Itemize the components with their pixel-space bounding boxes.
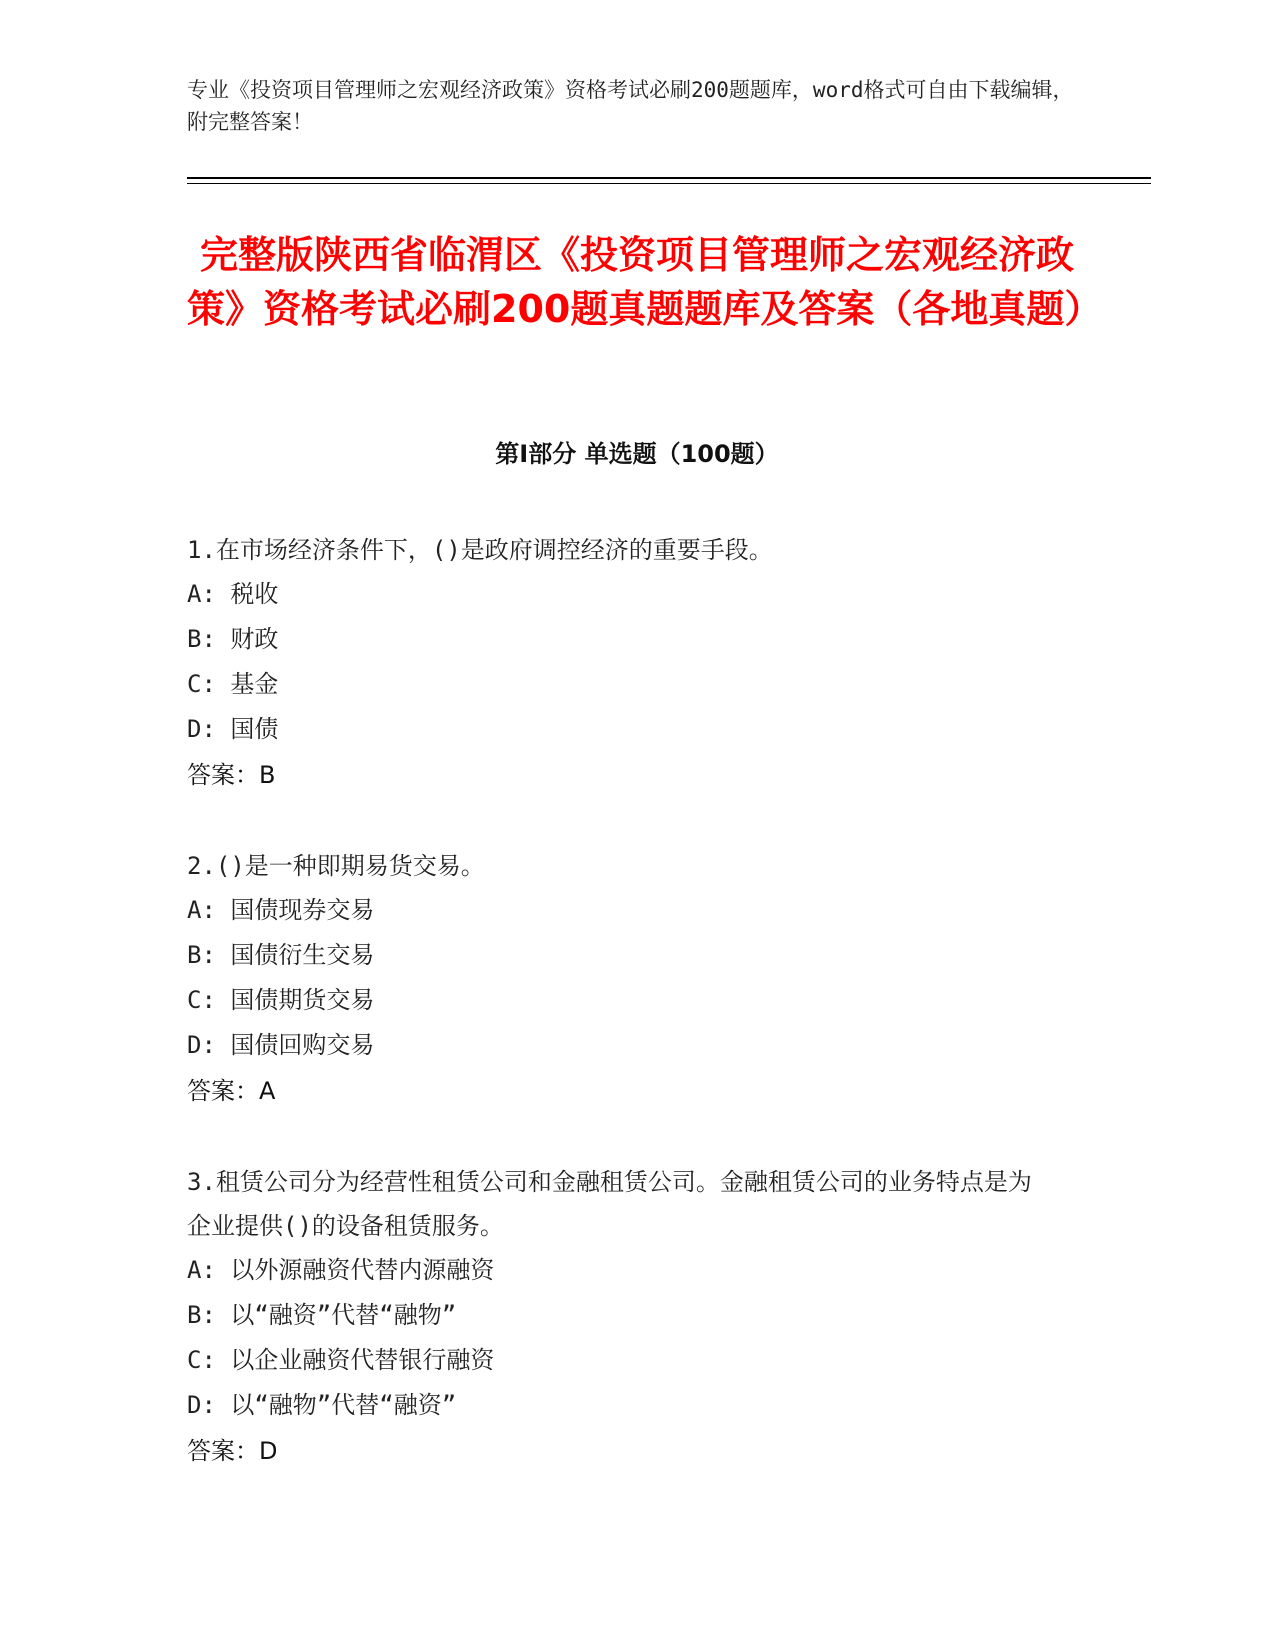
answer: 答案：D xyxy=(187,1437,278,1465)
question-list xyxy=(187,528,1077,1520)
option-c: C: 基金 xyxy=(187,670,279,698)
question-stem: 1.在市场经济条件下，()是政府调控经济的重要手段。 xyxy=(187,536,773,564)
option-b: B: 以“融资”代替“融物” xyxy=(187,1301,457,1329)
header-note: 专业《投资项目管理师之宏观经济政策》资格考试必刷200题题库，word格式可自由下载编辑，附完整答案！ xyxy=(187,78,1074,134)
document-title: 完整版陕西省临渭区《投资项目管理师之宏观经济政策》资格考试必刷200题真题题库及答案（各地真题） xyxy=(187,233,1103,331)
answer: 答案：A xyxy=(187,1077,276,1105)
option-a: A: 税收 xyxy=(187,580,279,608)
question-2 xyxy=(187,844,1077,1114)
section-heading: 第Ⅰ部分 单选题（100题） xyxy=(495,440,779,468)
question-stem: 3.租赁公司分为经营性租赁公司和金融租赁公司。金融租赁公司的业务特点是为企业提供()的设备租赁服务。 xyxy=(187,1168,1032,1240)
option-c: C: 国债期货交易 xyxy=(187,986,375,1014)
question-stem: 2.()是一种即期易货交易。 xyxy=(187,852,485,880)
header-divider-thick xyxy=(187,177,1151,179)
option-d: D: 国债回购交易 xyxy=(187,1031,375,1059)
question-3 xyxy=(187,1160,1077,1474)
option-a: A: 以外源融资代替内源融资 xyxy=(187,1256,495,1284)
question-1 xyxy=(187,528,1077,798)
option-a: A: 国债现券交易 xyxy=(187,896,375,924)
option-d: D: 以“融物”代替“融资” xyxy=(187,1391,457,1419)
answer: 答案：B xyxy=(187,761,276,789)
header-divider-thin xyxy=(187,183,1151,184)
option-d: D: 国债 xyxy=(187,715,279,743)
option-b: B: 财政 xyxy=(187,625,279,653)
option-b: B: 国债衍生交易 xyxy=(187,941,375,969)
option-c: C: 以企业融资代替银行融资 xyxy=(187,1346,495,1374)
